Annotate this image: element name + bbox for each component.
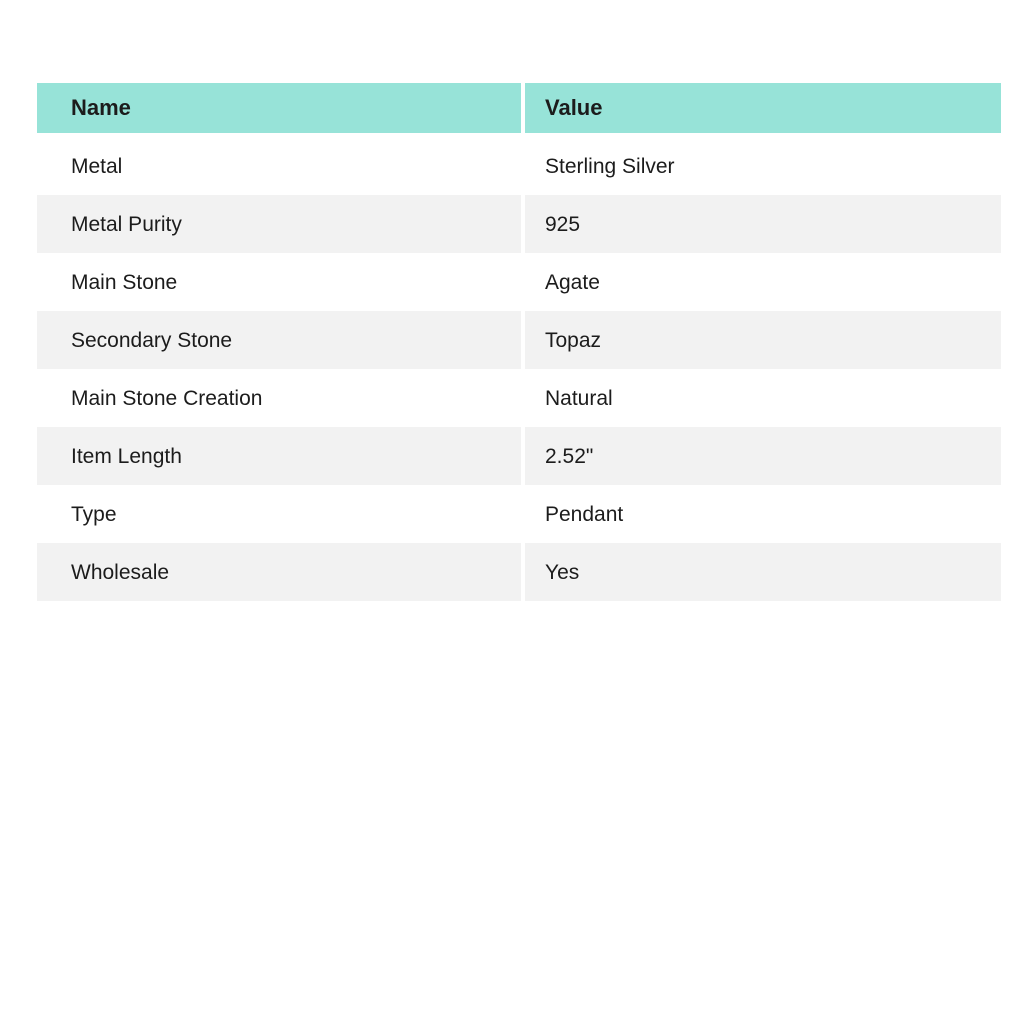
spec-name-cell: Metal Purity: [37, 195, 521, 253]
spec-name-cell: Metal: [37, 137, 521, 195]
spec-value-cell: Yes: [525, 543, 1001, 601]
spec-name-cell: Main Stone: [37, 253, 521, 311]
spec-value-cell: Natural: [525, 369, 1001, 427]
product-specs-table: [37, 83, 1001, 601]
spec-value-cell: 2.52": [525, 427, 1001, 485]
spec-value-cell: Topaz: [525, 311, 1001, 369]
column-header-value: Value: [525, 83, 1001, 133]
spec-name-cell: Secondary Stone: [37, 311, 521, 369]
spec-name-cell: Main Stone Creation: [37, 369, 521, 427]
spec-name-cell: Wholesale: [37, 543, 521, 601]
spec-value-cell: Agate: [525, 253, 1001, 311]
spec-name-cell: Type: [37, 485, 521, 543]
spec-value-cell: 925: [525, 195, 1001, 253]
column-header-name: Name: [37, 83, 521, 133]
spec-value-cell: Sterling Silver: [525, 137, 1001, 195]
spec-value-cell: Pendant: [525, 485, 1001, 543]
spec-name-cell: Item Length: [37, 427, 521, 485]
